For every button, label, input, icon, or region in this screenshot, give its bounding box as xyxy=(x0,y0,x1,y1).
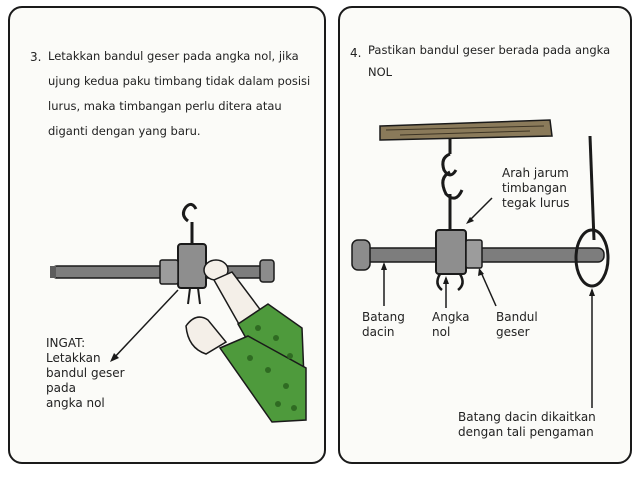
angka-nol-label xyxy=(432,310,470,340)
scale-diagram-illustration xyxy=(340,8,630,462)
step-3-line: diganti dengan yang baru. xyxy=(48,124,201,138)
tali-pengaman-label xyxy=(458,410,596,440)
ingat-note xyxy=(46,336,125,411)
label-line: Batang dacin dikaitkan xyxy=(458,410,596,424)
step-4-line: NOL xyxy=(368,65,393,79)
arah-jarum-label xyxy=(502,166,570,211)
label-line: tegak lurus xyxy=(502,196,570,210)
instruction-panel-3 xyxy=(8,6,326,464)
label-line: timbangan xyxy=(502,181,567,195)
label-line: geser xyxy=(496,325,530,339)
label-line: dengan tali pengaman xyxy=(458,425,594,439)
label-line: Bandul xyxy=(496,310,538,324)
step-number-4: 4. xyxy=(350,46,362,60)
label-line: nol xyxy=(432,325,451,339)
step-4-line: Pastikan bandul geser berada pada angka xyxy=(368,43,611,57)
note-line: pada xyxy=(46,381,76,395)
step-3-line: ujung kedua paku timbang tidak dalam posisi xyxy=(48,74,311,88)
step-3-line: lurus, maka timbangan perlu ditera atau xyxy=(48,99,282,113)
step-number-3: 3. xyxy=(30,50,42,64)
note-line: bandul geser xyxy=(46,366,125,380)
note-line: angka nol xyxy=(46,396,105,410)
instruction-panel-4 xyxy=(338,6,632,464)
label-line: Arah jarum xyxy=(502,166,569,180)
note-line: Letakkan xyxy=(46,351,101,365)
label-line: dacin xyxy=(362,325,395,339)
label-line: Angka xyxy=(432,310,470,324)
batang-dacin-label xyxy=(362,310,405,340)
step-3-line: Letakkan bandul geser pada angka nol, jika xyxy=(48,49,299,63)
label-line: Batang xyxy=(362,310,405,324)
note-line: INGAT: xyxy=(46,336,86,350)
bandul-geser-label xyxy=(496,310,538,340)
